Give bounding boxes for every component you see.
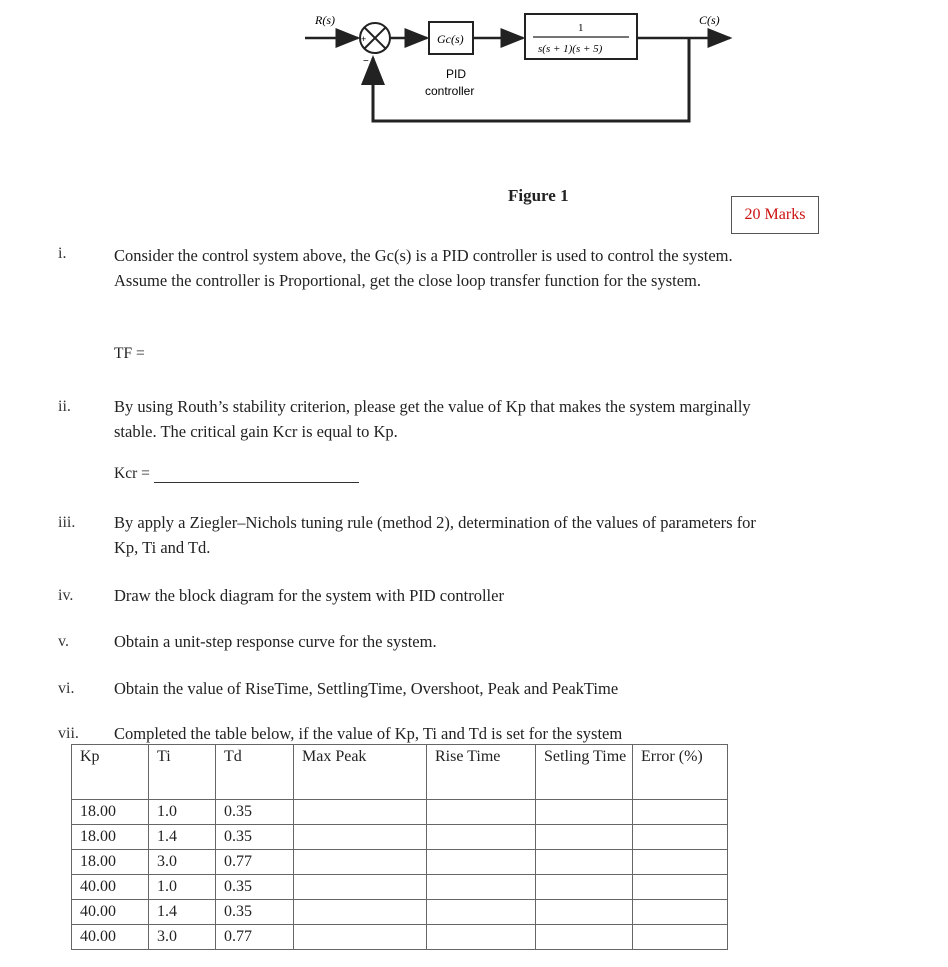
- table-row: [72, 900, 728, 925]
- block-diagram: [0, 0, 948, 130]
- cell-ti: 3.0: [149, 925, 216, 950]
- table-row: [72, 875, 728, 900]
- question-number: iii.: [58, 514, 76, 531]
- cell-settling-time[interactable]: [536, 800, 633, 825]
- cell-kp: 40.00: [72, 900, 149, 925]
- cell-error[interactable]: [633, 850, 728, 875]
- table-row: [72, 800, 728, 825]
- cell-kp: 40.00: [72, 925, 149, 950]
- cell-td: 0.35: [216, 825, 294, 850]
- plus-sign: +: [361, 34, 367, 44]
- kcr-answer: [114, 465, 359, 483]
- summing-junction: [360, 23, 390, 67]
- table-row: [72, 850, 728, 875]
- controller-caption-1: PID: [446, 67, 467, 81]
- minus-sign: −: [363, 56, 369, 67]
- header-error: Error (%): [633, 745, 728, 800]
- cell-rise-time[interactable]: [427, 825, 536, 850]
- question-text: Obtain the value of RiseTime, SettlingTime, Overshoot, Peak and PeakTime: [114, 679, 619, 698]
- results-table: [71, 744, 728, 950]
- plant-numerator: 1: [578, 22, 584, 34]
- cell-max-peak[interactable]: [294, 850, 427, 875]
- cell-ti: 1.4: [149, 825, 216, 850]
- table-row: [72, 925, 728, 950]
- cell-ti: 1.0: [149, 875, 216, 900]
- cell-settling-time[interactable]: [536, 825, 633, 850]
- cell-max-peak[interactable]: [294, 825, 427, 850]
- cell-kp: 18.00: [72, 825, 149, 850]
- cell-td: 0.77: [216, 925, 294, 950]
- cell-ti: 3.0: [149, 850, 216, 875]
- controller-caption-2: controller: [425, 84, 475, 98]
- cell-td: 0.35: [216, 900, 294, 925]
- question-number: v.: [58, 633, 69, 650]
- header-settling-time: Setling Time: [536, 745, 633, 800]
- marks-badge: 20 Marks: [731, 196, 819, 234]
- header-td: Td: [216, 745, 294, 800]
- cell-rise-time[interactable]: [427, 800, 536, 825]
- cell-kp: 18.00: [72, 850, 149, 875]
- question-number: vii.: [58, 725, 79, 742]
- kcr-answer-blank[interactable]: [154, 468, 359, 483]
- cell-error[interactable]: [633, 825, 728, 850]
- question-number: ii.: [58, 398, 71, 415]
- question-text: By using Routh’s stability criterion, please get the value of Kp that makes the system marginally stable. The critical gain Kcr is equal to Kp.: [114, 397, 751, 441]
- cell-td: 0.77: [216, 850, 294, 875]
- question-text: Obtain a unit-step response curve for the system.: [114, 632, 437, 651]
- cell-max-peak[interactable]: [294, 875, 427, 900]
- cell-max-peak[interactable]: [294, 900, 427, 925]
- cell-max-peak[interactable]: [294, 800, 427, 825]
- question-text: By apply a Ziegler–Nichols tuning rule (method 2), determination of the values of parameters for Kp, Ti and Td.: [114, 513, 756, 557]
- cell-ti: 1.0: [149, 800, 216, 825]
- cell-rise-time[interactable]: [427, 900, 536, 925]
- question-text: Consider the control system above, the Gc(s) is a PID controller is used to control the system. Assume the controller is Proportional, get the close loop transfer function for the system.: [114, 246, 733, 290]
- cell-settling-time[interactable]: [536, 875, 633, 900]
- question-text: Completed the table below, if the value of Kp, Ti and Td is set for the system: [114, 724, 623, 743]
- plant-denominator: s(s + 1)(s + 5): [538, 43, 603, 55]
- cell-td: 0.35: [216, 875, 294, 900]
- output-label: C(s): [699, 13, 720, 27]
- cell-rise-time[interactable]: [427, 925, 536, 950]
- cell-kp: 40.00: [72, 875, 149, 900]
- cell-error[interactable]: [633, 800, 728, 825]
- header-kp: Kp: [72, 745, 149, 800]
- table-header-row: [72, 745, 728, 800]
- question-number: vi.: [58, 680, 75, 697]
- tf-answer-label: TF =: [114, 345, 145, 362]
- cell-ti: 1.4: [149, 900, 216, 925]
- cell-rise-time[interactable]: [427, 875, 536, 900]
- cell-settling-time[interactable]: [536, 850, 633, 875]
- figure-caption: Figure 1: [508, 186, 569, 205]
- cell-error[interactable]: [633, 900, 728, 925]
- cell-settling-time[interactable]: [536, 925, 633, 950]
- cell-max-peak[interactable]: [294, 925, 427, 950]
- cell-rise-time[interactable]: [427, 850, 536, 875]
- header-max-peak: Max Peak: [294, 745, 427, 800]
- cell-error[interactable]: [633, 875, 728, 900]
- header-rise-time: Rise Time: [427, 745, 536, 800]
- controller-label: Gc(s): [437, 32, 464, 46]
- cell-td: 0.35: [216, 800, 294, 825]
- header-ti: Ti: [149, 745, 216, 800]
- kcr-answer-label: Kcr =: [114, 465, 150, 482]
- question-number: iv.: [58, 587, 74, 604]
- cell-error[interactable]: [633, 925, 728, 950]
- cell-settling-time[interactable]: [536, 900, 633, 925]
- question-text: Draw the block diagram for the system with PID controller: [114, 586, 504, 605]
- question-number: i.: [58, 245, 67, 262]
- cell-kp: 18.00: [72, 800, 149, 825]
- table-row: [72, 825, 728, 850]
- input-label: R(s): [315, 13, 335, 27]
